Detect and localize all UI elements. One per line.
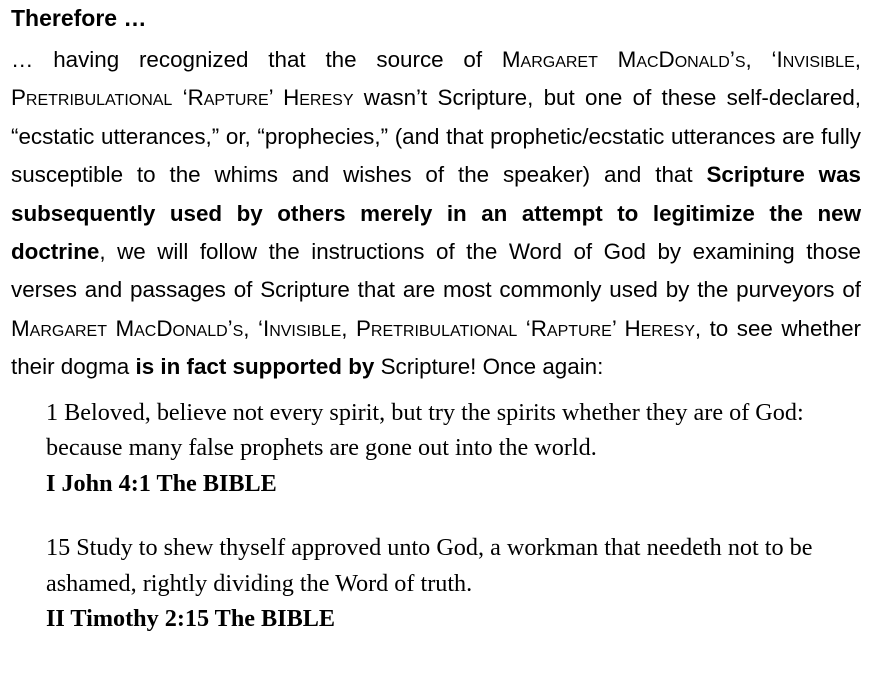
text-run: , ‘	[745, 47, 777, 72]
text-run: , ‘	[243, 315, 263, 341]
bold-emphasis: Scripture was subsequently used by others merely in an attempt to legitimize the new doctrine	[11, 162, 861, 265]
small-caps-term: Invisible	[262, 315, 342, 341]
text-run: ’	[268, 85, 284, 111]
text-run: ’	[611, 315, 625, 341]
quote-text: 1 Beloved, believe not every spirit, but try the spirits whether they are of God: because many false prophets are gone out into the world.	[46, 398, 804, 462]
quote-reference: II Timothy 2:15 The BIBLE	[46, 605, 335, 633]
text-run: ‘	[517, 315, 531, 341]
small-caps-term: Rapture	[530, 315, 612, 341]
body-paragraph	[11, 41, 861, 387]
text-run: ,	[854, 47, 861, 72]
text-run: ,	[341, 315, 356, 341]
text-run: wasn’t Scripture, but one of these self-declared, “ecstatic utterances,” or, “prophecies,” (and that prophetic/ecstatic utterances are fully susceptible to the whims and wishes of the speaker) and that	[11, 85, 862, 188]
scripture-quote	[46, 395, 861, 502]
small-caps-term: Pretribulational	[11, 85, 173, 111]
small-caps-term: Invisible	[776, 47, 855, 72]
text-run: ‘	[172, 85, 188, 111]
text-run: … having recognized that the source of	[11, 47, 502, 72]
small-caps-term: Heresy	[283, 85, 354, 111]
text-run: Scripture! Once again:	[374, 354, 604, 380]
text-run: , to see whether their dogma	[11, 315, 861, 380]
small-caps-name: Margaret MacDonald’s	[11, 315, 244, 341]
small-caps-term: Heresy	[624, 315, 695, 341]
bold-emphasis: is in fact supported by	[135, 354, 375, 380]
small-caps-term: Rapture	[187, 85, 269, 111]
quote-reference: I John 4:1 The BIBLE	[46, 469, 277, 497]
small-caps-term: Pretribulational	[355, 315, 518, 341]
document-page	[11, 0, 861, 637]
small-caps-name: Margaret MacDonald’s	[501, 47, 746, 72]
quote-text: 15 Study to shew thyself approved unto God, a workman that needeth not to be ashamed, rightly dividing the Word of truth.	[46, 534, 813, 597]
section-heading: Therefore …	[11, 5, 147, 31]
text-run: , we will follow the instructions of the Word of God by examining those verses and passages of Scripture that are most commonly used by the purveyors of	[11, 239, 861, 303]
scripture-quote	[46, 530, 861, 637]
